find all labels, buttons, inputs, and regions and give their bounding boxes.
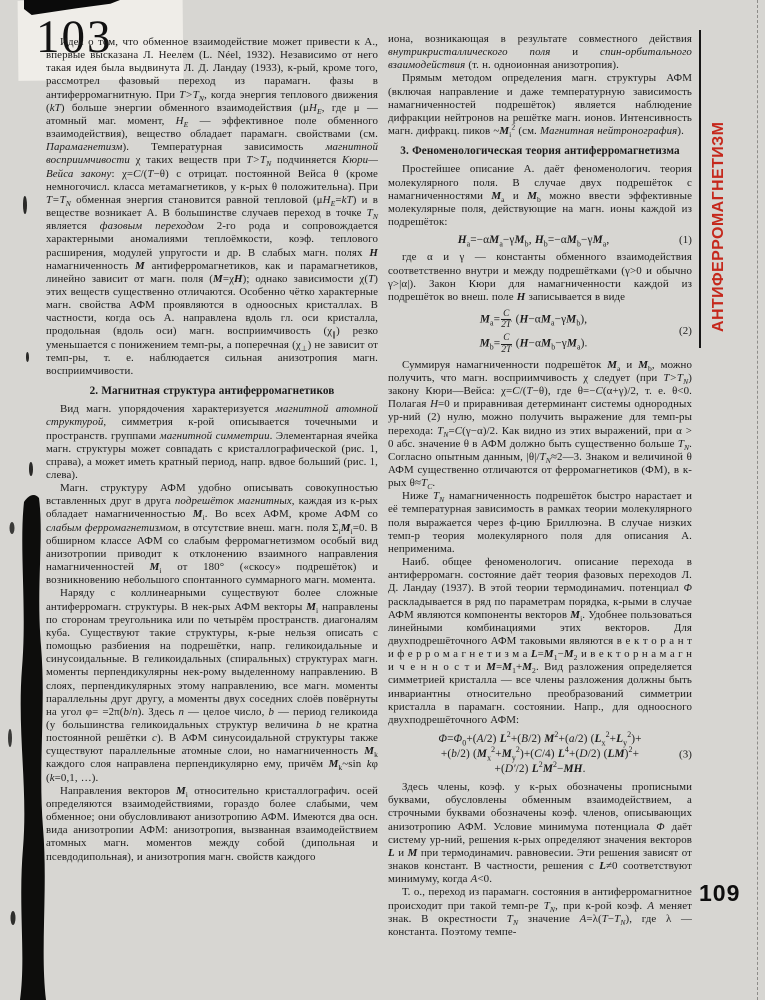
equation-body [388, 309, 679, 355]
margin-label-antiferromagnetism: АНТИФЕРРОМАГНЕТИЗМ [710, 121, 727, 332]
equation-line: $\Phi=\Phi_0+(A/2)$ $L^2+(B/2)$ $M^2+(a/2)$ $(L_x^2+L_y^2)+$ [438, 730, 642, 748]
paragraph: Идея о том, что обменное взаимодействие может привести к А., впервые высказана Л. Неелем (L. Néel, 1932). Независимо от него такая идея была выдвинута Л. Д. Ландау (1933), к-рый, кроме того, рассмотрел фазовый переход из парамагн. фазы в антиферромагнитную. При $T>T_N$, когда энергия теплового движения (kT) больше энергии обменного взаимодействия ($\mu H_E$, где μ — атомный маг. момент, $H_E$ — эффективное поле обменного взаимодействия), вещество обладает парамагн. свойствами (см. Парамагнетизм). Температурная зависимость магнитной восприимчивости χ таких веществ при $T>T_N$ подчиняется Кюри—Вейса закону: χ=C/(T−θ) с отрицат. постоянной Вейса θ (кроме немногочисл. класса метамагнетиков, у к-рых θ положительна). При $T=T_N$ обменная энергия становится равной тепловой $(\mu H_E=kT)$ и в веществе возникает А. В большинстве случаев переход в точке $T_N$ является фазовым переходом 2-го рода и сопровождается характерными аномалиями теплоёмкости, коэф. теплового расширения, модулей упругости и др. В слабых магн. полях H намагниченность M антиферромагнетиков, как и парамагнетиков, линейно зависит от магн. поля (M=χH); однако зависимости χ(T) этих веществ существенно отличаются. Особенно чётко характерные магн. свойства АФМ проявляются в одноосных кристаллах. В частности, когда ось А. направлена вдоль гл. оси кристалла, продольная (вдоль оси) магн. восприимчивость $(\chi_\parallel)$ резко уменьшается с понижением темп-ры, а поперечная $(\chi_\perp)$ не зависит от темп-ры, т. е. наблюдается сильная анизотропия магн. восприимчивости. [46, 36, 379, 377]
paragraph: Магн. структуру АФМ удобно описывать совокупностью вставленных друг в друга подрешёток магнитных, каждая из к-рых обладает намагниченностью $M_i$. Во всех АФМ, кроме АФМ со слабым ферромагнетизмом, в отсутствие внеш. магн. поля $\Sigma_iM_i=0$. В обширном классе АФМ со слабым ферромагнетизмом особый вид анизотропии приводит к отклонению взаимного направления намагниченностей $M_i$ от 180° («скосу» подрешёток) и возникновению небольшого спонтанного суммарного магн. момента. [46, 482, 379, 587]
left-column [46, 36, 378, 864]
paragraph: Простейшее описание А. даёт феноменологич. теория молекулярного поля. В случае двух подрешёток с намагниченностями $M_a$ и $M_b$ можно ввести эффективные молекулярные поля, действующие на магн. ионы каждой из подрешёток: [388, 163, 693, 229]
scan-speck [29, 462, 33, 476]
scan-speck [23, 196, 27, 214]
margin-rule [699, 30, 701, 348]
paragraph: иона, возникающая в результате совместного действия внутрикристаллического поля и спин-орбитального взаимодействия (т. н. одноионная анизотропия). [388, 33, 692, 72]
section-heading-phenomenological-theory: 3. Феноменологическая теория антиферромагнетизма [400, 145, 680, 158]
right-column [388, 33, 692, 939]
equation-number: (2) [679, 325, 692, 338]
formula-3 [388, 732, 692, 777]
paragraph: Ниже $T_N$ намагниченность подрешёток быстро нарастает и её температурная зависимость в рамках теории молекулярного поля выражается через ф-цию Бриллюэна. В случае низких темп-р теория молекулярного поля для описания А. неприменима. [388, 490, 692, 555]
scan-speck [26, 352, 29, 362]
equation-line: $M_b=$ $\frac{C}{2T}$ $(H-\alpha M_b-\gamma M_a)$. [479, 333, 588, 355]
paragraph: Суммируя намагниченности подрешёток $M_a$ и $M_b$, можно получить, что магн. восприимчивость χ следует (при $T>T_N$) закону Кюри—Вейса: χ=C/(T−θ), где θ=−C(α+γ)/2, т. е. θ<0. Полагая H=0 и приравнивая детерминант системы однородных ур-ний (2) нулю, можно получить выражение для темп-ры перехода: $T_N=C(\gamma-\alpha)/2$. Как видно из этих выражений, при α > 0 абс. значение θ в АФМ должно быть существенно больше $T_N$. Согласно опытным данным, $|\theta|/T_N\approx 2—3$. Знаком и величиной θ АФМ существенно отличаются от ферромагнетиков (ФМ), в к-рых $\theta\approx T_C$. [388, 358, 693, 492]
paragraph: Наряду с коллинеарными существуют более сложные антиферромагн. структуры. В нек-рых АФМ векторы $M_i$ направлены по сторонам треугольника или по четырём пространств. диагоналям куба. Существуют такие структуры, к-рые нельзя описать с помощью разбиения на подрешётки, напр. геликоидальные и синусоидальные. В геликоидальных (спиральных) структурах магн. моменты перпендикулярны нек-рому выделенному направлению. В слоях, перпендикулярных этому направлению, все магн. моменты параллельны друг другу, а моменты двух соседних слоёв повёрнуты на угол φ= =2π(b/n). Здесь n — целое число, b — период геликоида (у большинства геликоидальных структур величина b не кратна постоянной решётки c). В АФМ синусоидальной структуры также существуют параллельные атомные слои, но намагниченность $M_k$ каждого слоя направлена перпендикулярно ему, причём $M_k\sim\sin$ kφ (k=0,1, …). [46, 587, 379, 784]
paragraph: Здесь члены, коэф. у к-рых обозначены прописными буквами, обусловлены обменным взаимодействием, а строчными буквами обозначены коэф. членов, описывающих анизотропию АФМ. Условие минимума потенциала Φ даёт систему ур-ний, решения к-рых определяют значения векторов L и M при термодинамич. равновесии. Эти решения зависят от знаков констант. В частности, решения с L≠0 соответствуют минимуму, когда A<0. [388, 781, 693, 886]
equation-body: $H_a=-\alpha M_a-\gamma M_b$, $H_b=-\alpha M_b-\gamma M_a$, [457, 234, 610, 249]
paragraph: где α и γ — константы обменного взаимодействия соответственно внутри и между подрешётками (γ>0 и обычно γ>|α|). Закон Кюри для намагниченности каждой из подрешёток во внеш. поле H записывается в виде [388, 251, 692, 303]
paragraph: Т. о., переход из парамагн. состояния в антиферромагнитное происходит при такой темп-ре $T_N$, при к-рой коэф. A меняет знак. В окрестности $T_N$ значение $A=\lambda(T-T_N)$, где λ — константа. Поэтому темпе- [388, 886, 693, 938]
equation-line: $M_a=$ $\frac{C}{2T}$ $(H-\alpha M_a-\gamma M_b)$, [479, 308, 588, 331]
paragraph: Направления векторов $M_i$ относительно кристаллографич. осей определяются взаимодействиями, гораздо более слабыми, чем обменное; они обусловливают анизотропию АФМ. Имеются два осн. вида анизотропии АФМ: анизотропия, вызванная взаимодействием атомных магн. моментов между собой (дипольная и псевдодипольная), и анизотропия магн. свойств каждого [46, 784, 378, 863]
equation-number: (3) [679, 748, 692, 761]
paragraph: Наиб. общее феноменологич. описание перехода в антиферромагн. состояние даёт теория фазовых переходов Л. Д. Ландау (1937). В этой теории термодинамич. потенциал Φ раскладывается в ряд по параметрам порядка, к-рыми в случае АФМ являются компоненты векторов $M_i$. Удобнее пользоваться линейными комбинациями этих векторов. Для двухподрешёточного АФМ таковыми являются в е к т о р а н т и ф е р р о м а г н е т и з м а $L=M_1-M_2$ и в е к т о р н а м а г н и ч е н н о с т и $M=M_1+M_2$. Вид разложения определяется симметрией кристалла — все члены разложения должны быть инвариантны относительно преобразований симметрии кристалла в парамагн. состоянии. Напр., для одноосного двухподрешёточного АФМ: [388, 556, 692, 726]
formula-2 [388, 309, 692, 355]
section-heading-magnetic-structure: 2. Магнитная структура антиферромагнетиков [89, 385, 335, 398]
page-number-bottom: 109 [699, 880, 741, 906]
equation-number: (1) [679, 234, 692, 247]
page-number-top: 103 [36, 11, 113, 63]
equation-line: +(D′/2) $L^2M^2-MH$. [494, 760, 586, 776]
formula-1 [388, 234, 692, 247]
paragraph: Вид магн. упорядочения характеризуется магнитной атомной структурой, симметрия к-рой описывается точечными и пространств. группами магнитной симметрии. Элементарная ячейка магн. структуры может совпадать с кристаллографической (рис. 1, справа), а может иметь кратный период, напр. вдвое больший (рис. 1, слева). [46, 403, 378, 481]
paragraph: Прямым методом определения магн. структуры АФМ (включая направление и даже температурную зависимость намагниченностей подрешёток) является наблюдение дифракции нейтронов на решётке магн. ионов. Интенсивность магн. дифракц. пиков $\sim M_i^2$ (см. Магнитная нейтронография). [388, 72, 692, 140]
right-edge-scan-line [757, 0, 758, 1000]
equation-line: +(b/2) $(M_x^2+M_y^2)+(C/4)$ $L^4+(D/2)$ (LM)$^2$+ [440, 745, 640, 763]
